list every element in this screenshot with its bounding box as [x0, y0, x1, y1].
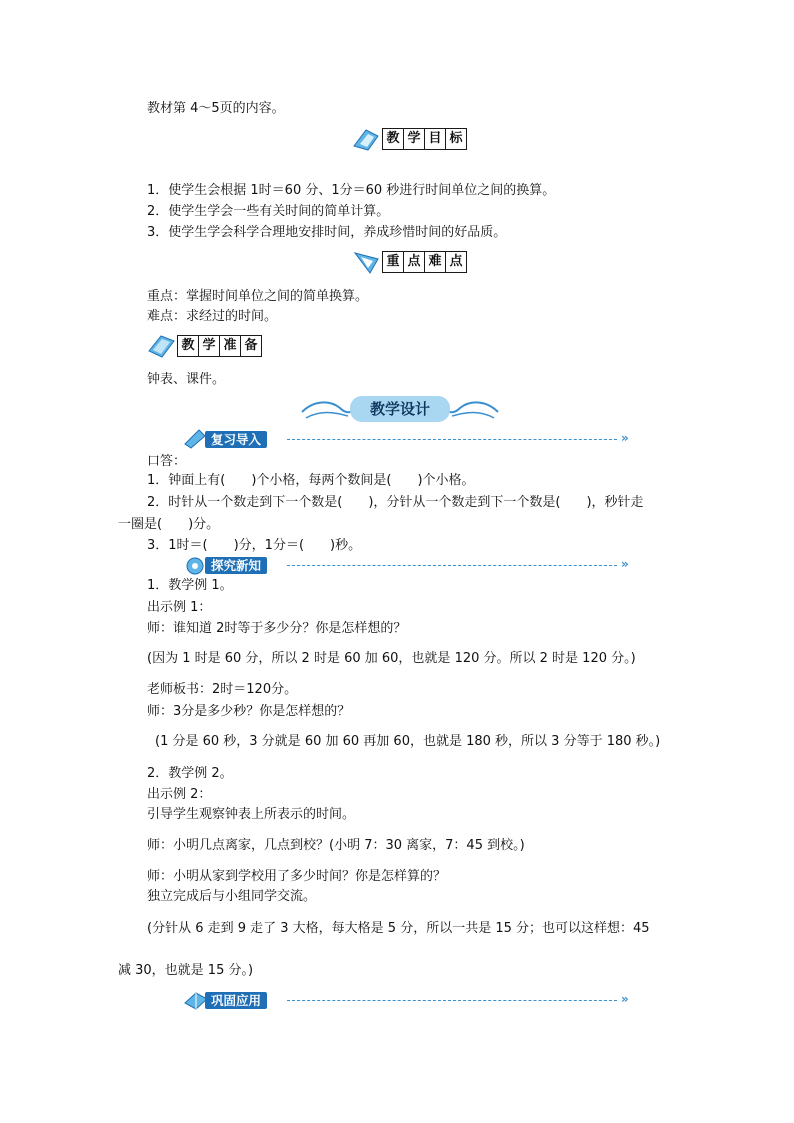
double-chevron-icon: »	[621, 431, 629, 445]
ribbon-review	[183, 430, 643, 448]
explore-line: 出示例 1：	[147, 600, 212, 615]
explore-line: 师：小明从家到学校用了多少时间？你是怎样算的？	[147, 869, 447, 884]
review-line: 3．1时＝( )分，1分＝( )秒。	[147, 538, 362, 553]
explore-line: 2．教学例 2。	[147, 766, 233, 781]
header-char: 准	[219, 336, 240, 356]
intro-text: 教材第 4～5页的内容。	[147, 101, 285, 116]
dashed-divider	[287, 565, 617, 566]
prep-text: 钟表、课件。	[147, 372, 226, 387]
header-char: 点	[445, 252, 466, 272]
explore-line: 独立完成后与小组同学交流。	[147, 889, 317, 904]
ruler-icon	[352, 249, 382, 275]
explore-line: (分针从 6 走到 9 走了 3 大格，每大格是 5 分，所以一共是 15 分；也可以这样想：45	[147, 921, 650, 936]
goal-item: 3．使学生学会科学合理地安排时间，养成珍惜时间的好品质。	[147, 225, 507, 240]
header-char: 标	[445, 129, 466, 149]
banner-title: 教学设计	[350, 396, 450, 422]
double-chevron-icon: »	[621, 992, 629, 1006]
header-char: 学	[198, 336, 219, 356]
header-char: 目	[424, 129, 445, 149]
explore-line: (1 分是 60 秒，3 分就是 60 加 60 再加 60，也就是 180 秒，所以 3 分等于 180 秒。)	[155, 734, 661, 749]
header-char: 学	[403, 129, 424, 149]
design-banner	[300, 394, 500, 426]
goal-item: 1．使学生会根据 1时＝60 分、1分＝60 秒进行时间单位之间的换算。	[147, 183, 556, 198]
explore-line: 师：谁知道 2时等于多少分？你是怎样想的？	[147, 621, 407, 636]
review-line: 一圈是( )分。	[118, 517, 220, 532]
header-char: 备	[240, 336, 261, 356]
explore-line: 老师板书：2时＝120分。	[147, 682, 298, 697]
explore-line: 引导学生观察钟表上所表示的时间。	[147, 807, 356, 822]
ribbon-practice	[183, 991, 643, 1009]
ribbon-label: 复习导入	[205, 431, 267, 448]
double-chevron-icon: »	[621, 557, 629, 571]
key-point: 重点：掌握时间单位之间的简单换算。	[147, 289, 369, 304]
explore-line: 出示例 2：	[147, 787, 212, 802]
review-line: 2．时针从一个数走到下一个数是( )，分针从一个数走到下一个数是( )，秒针走	[147, 495, 644, 510]
ribbon-label: 探究新知	[205, 557, 267, 574]
explore-line: (因为 1 时是 60 分，所以 2 时是 60 加 60，也就是 120 分。所以 2 时是 120 分。)	[147, 651, 636, 666]
difficult-point: 难点：求经过的时间。	[147, 309, 278, 324]
pencil-book-icon	[352, 126, 382, 152]
books-icon	[147, 333, 177, 359]
explore-line: 师：3分是多少秒？你是怎样想的？	[147, 704, 351, 719]
explore-line: 减 30，也就是 15 分。)	[118, 963, 254, 978]
header-char: 教	[181, 338, 195, 353]
dashed-divider	[287, 1000, 617, 1001]
header-char: 教	[386, 131, 400, 146]
header-char: 重	[386, 254, 400, 269]
review-line: 口答：	[147, 454, 187, 469]
ribbon-label: 巩固应用	[205, 992, 267, 1009]
header-char: 难	[424, 252, 445, 272]
ribbon-explore	[183, 556, 643, 574]
goal-item: 2．使学生学会一些有关时间的简单计算。	[147, 204, 390, 219]
dashed-divider	[287, 439, 617, 440]
header-char: 点	[403, 252, 424, 272]
explore-line: 1．教学例 1。	[147, 578, 233, 593]
explore-line: 师：小明几点离家，几点到校？(小明 7：30 离家，7：45 到校。)	[147, 838, 525, 853]
review-line: 1．钟面上有( )个小格，每两个数间是( )个小格。	[147, 473, 475, 488]
